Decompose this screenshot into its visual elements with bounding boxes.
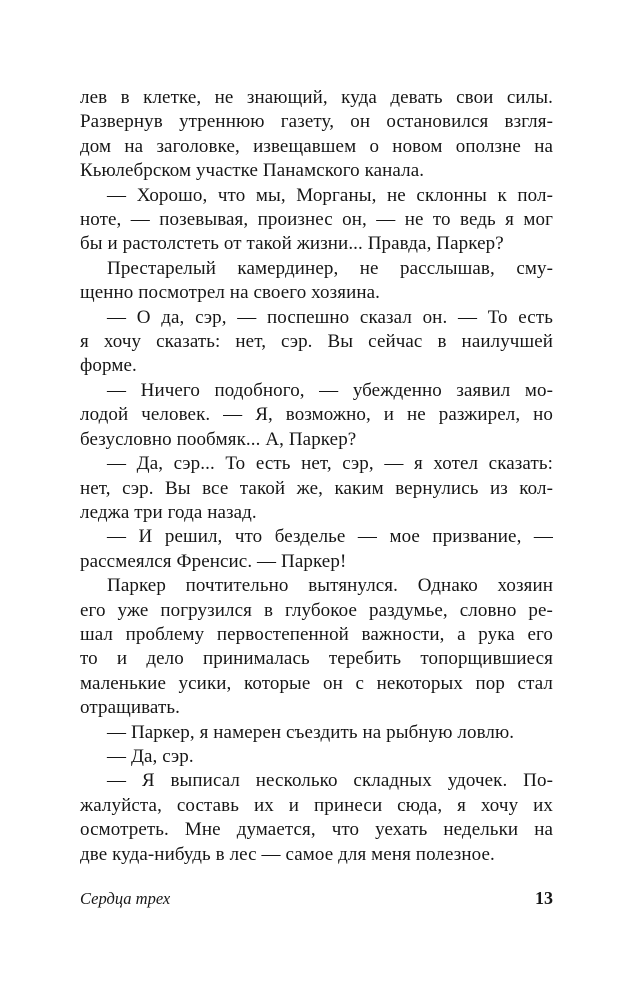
- text-line: Престарелый камердинер, не расслышав, сму-: [107, 257, 553, 279]
- text-line: — Паркер, я намерен съездить на рыбную ловлю.: [107, 721, 515, 743]
- text-line: шал проблему первостепенной важности, а рука его: [80, 623, 553, 645]
- text-line: — Я выписал несколько складных удочек. По-: [107, 770, 553, 792]
- paragraph: [80, 721, 553, 745]
- paragraph: [80, 184, 553, 257]
- text-line: нет, сэр. Вы все такой же, каким вернулись из кол-: [80, 477, 553, 499]
- text-line: — О да, сэр, — поспешно сказал он. — То есть: [107, 306, 553, 328]
- paragraph: [80, 525, 553, 574]
- paragraph: [80, 86, 553, 184]
- text-line: — Хорошо, что мы, Морганы, не склонны к пол-: [107, 184, 553, 206]
- text-line: — Ничего подобного, — убежденно заявил мо-: [107, 379, 553, 401]
- text-line: его уже погрузился в глубокое раздумье, словно ре-: [80, 599, 553, 621]
- text-line: щенно посмотрел на своего хозяина.: [80, 282, 380, 304]
- text-line: форме.: [80, 355, 137, 377]
- text-line: лодой человек. — Я, возможно, и не разжирел, но: [80, 404, 553, 426]
- page-footer: [80, 888, 553, 909]
- text-line: леджа три года назад.: [80, 501, 257, 523]
- text-line: Развернув утреннюю газету, он остановился взгля-: [80, 111, 553, 133]
- paragraph: [80, 306, 553, 379]
- text-line: две куда-нибудь в лес — самое для меня полезное.: [80, 843, 495, 865]
- paragraph: [80, 769, 553, 867]
- paragraph: [80, 452, 553, 525]
- text-line: жалуйста, составь их и принеси сюда, я хочу их: [80, 794, 553, 816]
- paragraph: [80, 574, 553, 720]
- text-line: осмотреть. Мне думается, что уехать недельки на: [80, 819, 553, 841]
- text-line: то и дело принималась теребить топорщившиеся: [80, 648, 553, 670]
- text-line: Паркер почтительно вытянулся. Однако хозяин: [107, 575, 553, 597]
- paragraph: [80, 745, 553, 769]
- text-line: отращивать.: [80, 697, 180, 719]
- text-line: бы и растолстеть от такой жизни... Правда, Паркер?: [80, 233, 504, 255]
- running-title: Сердца трех: [80, 889, 171, 908]
- text-line: — Да, сэр... То есть нет, сэр, — я хотел сказать:: [107, 453, 553, 475]
- text-line: я хочу сказать: нет, сэр. Вы сейчас в наилучшей: [80, 331, 553, 353]
- page-text: [80, 86, 553, 867]
- paragraph: [80, 379, 553, 452]
- text-line: — И решил, что безделье — мое призвание, —: [107, 526, 553, 548]
- text-line: лев в клетке, не знающий, куда девать свои силы.: [80, 87, 553, 108]
- text-line: рассмеялся Френсис. — Паркер!: [80, 550, 347, 572]
- page-number: 13: [535, 888, 553, 908]
- text-line: дом на заголовке, извещавшем о новом оползне на: [80, 135, 553, 157]
- paragraph: [80, 257, 553, 306]
- text-line: ноте, — позевывая, произнес он, — не то ведь я мог: [80, 209, 553, 231]
- text-line: безусловно пообмяк... А, Паркер?: [80, 428, 357, 450]
- text-line: маленькие усики, которые он с некоторых пор стал: [80, 672, 553, 694]
- text-line: — Да, сэр.: [107, 745, 194, 767]
- text-line: Кьюлебрском участке Панамского канала.: [80, 160, 425, 182]
